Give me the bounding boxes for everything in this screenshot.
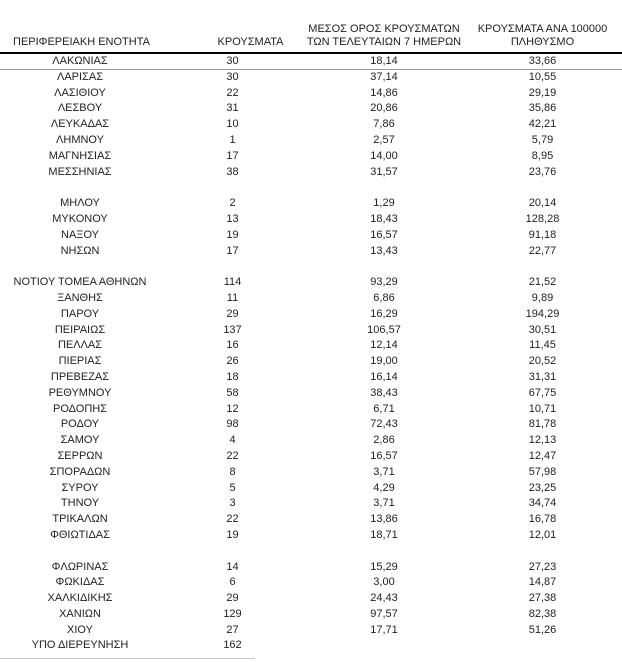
column-header-regional-unit: ΠΕΡΙΦΕΡΕΙΑΚΗ ΕΝΟΤΗΤΑ xyxy=(13,36,150,48)
cell-region-name: ΦΛΩΡΙΝΑΣ xyxy=(51,560,109,573)
cell-per100k: 21,52 xyxy=(528,276,557,289)
table-row xyxy=(0,481,622,497)
cell-region-name: ΧΑΝΙΩΝ xyxy=(59,607,101,620)
cell-cases: 22 xyxy=(226,86,239,99)
cell-region-name: ΝΑΞΟΥ xyxy=(61,228,99,241)
cell-avg7: 1,29 xyxy=(373,197,395,210)
cell-per100k: 29,19 xyxy=(528,86,557,99)
cell-avg7: 17,71 xyxy=(370,623,398,636)
table-row xyxy=(0,323,622,339)
cell-cases: 19 xyxy=(226,528,239,541)
cell-per100k: 23,76 xyxy=(528,165,557,178)
cell-per100k: 20,14 xyxy=(528,197,557,210)
cell-cases: 3 xyxy=(229,497,236,510)
table-row xyxy=(0,196,622,212)
section-gap xyxy=(0,180,622,196)
cell-per100k: 12,01 xyxy=(528,528,557,541)
table-row xyxy=(0,560,622,576)
cell-region-name: ΛΗΜΝΟΥ xyxy=(56,133,104,146)
table-row xyxy=(0,496,622,512)
cell-cases: 11 xyxy=(226,291,239,304)
table-row xyxy=(0,228,622,244)
cell-cases: 5 xyxy=(229,481,236,494)
table-row xyxy=(0,528,622,544)
cell-region-name: ΛΑΣΙΘΙΟΥ xyxy=(54,86,106,99)
cell-region-name: ΠΕΛΛΑΣ xyxy=(57,339,103,352)
cell-region-name: ΝΟΤΙΟΥ ΤΟΜΕΑ ΑΘΗΝΩΝ xyxy=(13,276,147,289)
cell-per100k: 10,55 xyxy=(528,70,557,83)
cell-region-name: ΞΑΝΘΗΣ xyxy=(57,291,103,304)
cell-avg7: 19,00 xyxy=(370,355,398,368)
cell-cases: 8 xyxy=(229,465,236,478)
cell-cases: 38 xyxy=(226,165,239,178)
cell-per100k: 20,52 xyxy=(528,355,557,368)
cell-cases: 29 xyxy=(226,307,239,320)
cell-region-name: ΥΠΟ ΔΙΕΡΕΥΝΗΣΗ xyxy=(31,639,129,652)
cell-per100k: 35,86 xyxy=(528,102,557,115)
cell-region-name: ΧΑΛΚΙΔΙΚΗΣ xyxy=(47,592,113,605)
table-row xyxy=(0,54,622,70)
cell-avg7: 6,71 xyxy=(373,402,395,415)
table-row xyxy=(0,117,622,133)
cell-cases: 137 xyxy=(223,323,242,336)
table-row xyxy=(0,165,622,181)
table-row xyxy=(0,370,622,386)
cell-avg7: 12,14 xyxy=(370,339,398,352)
cell-avg7: 2,57 xyxy=(373,133,395,146)
cell-avg7: 37,14 xyxy=(370,70,398,83)
table-row xyxy=(0,212,622,228)
column-header-avg7 xyxy=(305,23,463,52)
cell-avg7: 14,86 xyxy=(370,86,398,99)
table-row xyxy=(0,275,622,291)
cell-avg7: 16,57 xyxy=(370,449,398,462)
cell-per100k: 12,13 xyxy=(528,434,557,447)
cell-cases: 4 xyxy=(229,434,236,447)
table-row xyxy=(0,386,622,402)
table-row xyxy=(0,417,622,433)
cell-per100k: 27,23 xyxy=(528,560,557,573)
cell-cases: 30 xyxy=(226,70,239,83)
cell-cases: 29 xyxy=(226,592,239,605)
cell-avg7: 14,00 xyxy=(370,149,398,162)
cell-cases: 2 xyxy=(229,197,236,210)
cell-cases: 10 xyxy=(226,118,239,131)
cell-region-name: ΝΗΣΩΝ xyxy=(60,244,100,257)
table-row xyxy=(0,607,622,623)
cell-cases: 18 xyxy=(226,370,239,383)
cell-avg7: 18,43 xyxy=(370,212,398,225)
cell-per100k: 31,31 xyxy=(528,370,557,383)
column-header-per100k xyxy=(463,23,622,52)
cell-per100k: 12,47 xyxy=(528,449,557,462)
cell-region-name: ΜΑΓΝΗΣΙΑΣ xyxy=(48,149,112,162)
cell-region-name: ΣΥΡΟΥ xyxy=(61,481,99,494)
cell-region-name: ΦΩΚΙΔΑΣ xyxy=(55,576,105,589)
cell-avg7: 3,71 xyxy=(373,497,395,510)
cell-cases: 114 xyxy=(223,276,242,289)
table-row xyxy=(0,591,622,607)
cell-cases: 13 xyxy=(226,212,239,225)
table-row xyxy=(0,512,622,528)
cell-avg7: 18,14 xyxy=(370,55,398,67)
cell-per100k: 23,25 xyxy=(528,481,557,494)
table-row xyxy=(0,86,622,102)
cell-per100k: 5,79 xyxy=(531,133,554,146)
cell-cases: 16 xyxy=(226,339,239,352)
cell-per100k: 128,28 xyxy=(525,212,560,225)
cell-region-name: ΛΕΥΚΑΔΑΣ xyxy=(50,118,110,131)
table-body xyxy=(0,54,622,654)
cell-cases: 6 xyxy=(229,576,236,589)
cell-per100k: 42,21 xyxy=(528,118,557,131)
cell-region-name: ΜΕΣΣΗΝΙΑΣ xyxy=(48,165,112,178)
column-header-per100k-line1: ΚΡΟΥΣΜΑΤΑ ΑΝΑ 100000 xyxy=(477,23,608,35)
cell-avg7: 4,29 xyxy=(373,481,395,494)
cell-region-name: ΡΕΘΥΜΝΟΥ xyxy=(48,386,112,399)
cell-avg7: 3,00 xyxy=(373,576,395,589)
cell-cases: 98 xyxy=(226,418,239,431)
cell-per100k: 30,51 xyxy=(528,323,557,336)
cell-avg7: 106,57 xyxy=(367,323,401,336)
table-row xyxy=(0,623,622,639)
cell-cases: 14 xyxy=(226,560,239,573)
cell-cases: 22 xyxy=(226,513,239,526)
cell-region-name: ΣΑΜΟΥ xyxy=(60,434,100,447)
cell-per100k: 27,38 xyxy=(528,592,557,605)
cell-per100k: 14,87 xyxy=(528,576,557,589)
cell-cases: 31 xyxy=(226,102,239,115)
cell-avg7: 7,86 xyxy=(373,118,395,131)
cell-avg7: 16,14 xyxy=(370,370,398,383)
table-row xyxy=(0,354,622,370)
cell-per100k: 194,29 xyxy=(525,307,560,320)
table-row xyxy=(0,449,622,465)
cell-per100k: 33,66 xyxy=(528,55,557,67)
cell-per100k: 51,26 xyxy=(528,623,557,636)
cell-region-name: ΠΡΕΒΕΖΑΣ xyxy=(50,370,110,383)
table-row xyxy=(0,402,622,418)
cell-avg7: 18,71 xyxy=(370,528,398,541)
cell-cases: 26 xyxy=(226,355,239,368)
cell-region-name: ΡΟΔΟΠΗΣ xyxy=(52,402,108,415)
cell-per100k: 67,75 xyxy=(528,386,557,399)
cell-cases: 129 xyxy=(223,607,242,620)
cell-region-name: ΜΗΛΟΥ xyxy=(60,197,100,210)
section-gap xyxy=(0,544,622,560)
cell-cases: 22 xyxy=(226,449,239,462)
section-gap xyxy=(0,259,622,275)
cell-avg7: 97,57 xyxy=(370,607,398,620)
bottom-partial-rule xyxy=(0,658,255,659)
cell-per100k: 34,74 xyxy=(528,497,557,510)
cell-cases: 162 xyxy=(223,639,242,652)
cell-region-name: ΛΑΡΙΣΑΣ xyxy=(56,70,103,83)
cell-region-name: ΠΙΕΡΙΑΣ xyxy=(58,355,102,368)
table-header-row xyxy=(0,0,622,54)
table-row xyxy=(0,133,622,149)
column-header-avg7-line2: ΤΩΝ ΤΕΛΕΥΤΑΙΩΝ 7 ΗΜΕΡΩΝ xyxy=(306,36,462,48)
table-row xyxy=(0,338,622,354)
cell-per100k: 11,45 xyxy=(529,339,556,352)
cell-avg7: 24,43 xyxy=(370,592,398,605)
cell-avg7: 31,57 xyxy=(370,165,398,178)
cell-per100k: 16,78 xyxy=(528,513,557,526)
cell-per100k: 8,95 xyxy=(531,149,554,162)
cell-avg7: 72,43 xyxy=(370,418,398,431)
cell-avg7 xyxy=(305,638,463,654)
cell-cases: 1 xyxy=(229,133,236,146)
cell-per100k: 9,89 xyxy=(531,291,554,304)
cell-per100k: 91,18 xyxy=(528,228,557,241)
cell-region-name: ΣΠΟΡΑΔΩΝ xyxy=(49,465,111,478)
cell-region-name: ΛΑΚΩΝΙΑΣ xyxy=(52,55,108,67)
cell-cases: 17 xyxy=(226,149,239,162)
cell-avg7: 3,71 xyxy=(373,465,395,478)
cell-per100k: 22,77 xyxy=(528,244,557,257)
column-header-avg7-line1: ΜΕΣΟΣ ΟΡΟΣ ΚΡΟΥΣΜΑΤΩΝ xyxy=(308,23,460,35)
cell-cases: 19 xyxy=(226,228,239,241)
cell-avg7: 16,57 xyxy=(370,228,398,241)
table-row xyxy=(0,291,622,307)
cell-region-name: ΠΕΙΡΑΙΩΣ xyxy=(54,323,106,336)
cell-avg7: 20,86 xyxy=(370,102,398,115)
cell-cases: 12 xyxy=(226,402,239,415)
cell-region-name: ΛΕΣΒΟΥ xyxy=(57,102,103,115)
cell-avg7: 13,43 xyxy=(370,244,398,257)
cell-region-name: ΠΑΡΟΥ xyxy=(60,307,100,320)
cell-per100k: 82,38 xyxy=(528,607,557,620)
cell-region-name: ΤΡΙΚΑΛΩΝ xyxy=(52,513,108,526)
cell-region-name: ΜΥΚΟΝΟΥ xyxy=(52,212,108,225)
cell-region-name: ΣΕΡΡΩΝ xyxy=(57,449,103,462)
cell-avg7: 13,86 xyxy=(370,513,398,526)
cell-avg7: 93,29 xyxy=(370,276,398,289)
cell-avg7: 38,43 xyxy=(370,386,398,399)
cell-region-name: ΧΙΟΥ xyxy=(67,623,93,636)
column-header-per100k-line2: ΠΛΗΘΥΣΜΟ xyxy=(510,36,575,48)
table-row xyxy=(0,244,622,260)
table-row xyxy=(0,101,622,117)
table-row xyxy=(0,465,622,481)
cell-region-name: ΡΟΔΟΥ xyxy=(60,418,100,431)
table-row xyxy=(0,638,622,654)
cell-avg7: 2,86 xyxy=(373,434,395,447)
cell-cases: 27 xyxy=(226,623,239,636)
table-row xyxy=(0,433,622,449)
table-row xyxy=(0,307,622,323)
table-row xyxy=(0,149,622,165)
cell-avg7: 15,29 xyxy=(370,560,398,573)
cell-per100k: 81,78 xyxy=(528,418,557,431)
cell-per100k: 10,71 xyxy=(528,402,557,415)
cell-per100k xyxy=(463,638,622,654)
cell-cases: 30 xyxy=(226,55,239,67)
cell-region-name: ΦΘΙΩΤΙΔΑΣ xyxy=(50,528,110,541)
cell-per100k: 57,98 xyxy=(528,465,557,478)
cell-cases: 58 xyxy=(226,386,239,399)
column-header-cases: ΚΡΟΥΣΜΑΤΑ xyxy=(217,36,284,48)
table-row xyxy=(0,575,622,591)
table-row xyxy=(0,70,622,86)
cell-cases: 17 xyxy=(226,244,239,257)
cell-avg7: 6,86 xyxy=(373,291,395,304)
cell-avg7: 16,29 xyxy=(370,307,398,320)
cell-region-name: ΤΗΝΟΥ xyxy=(60,497,100,510)
